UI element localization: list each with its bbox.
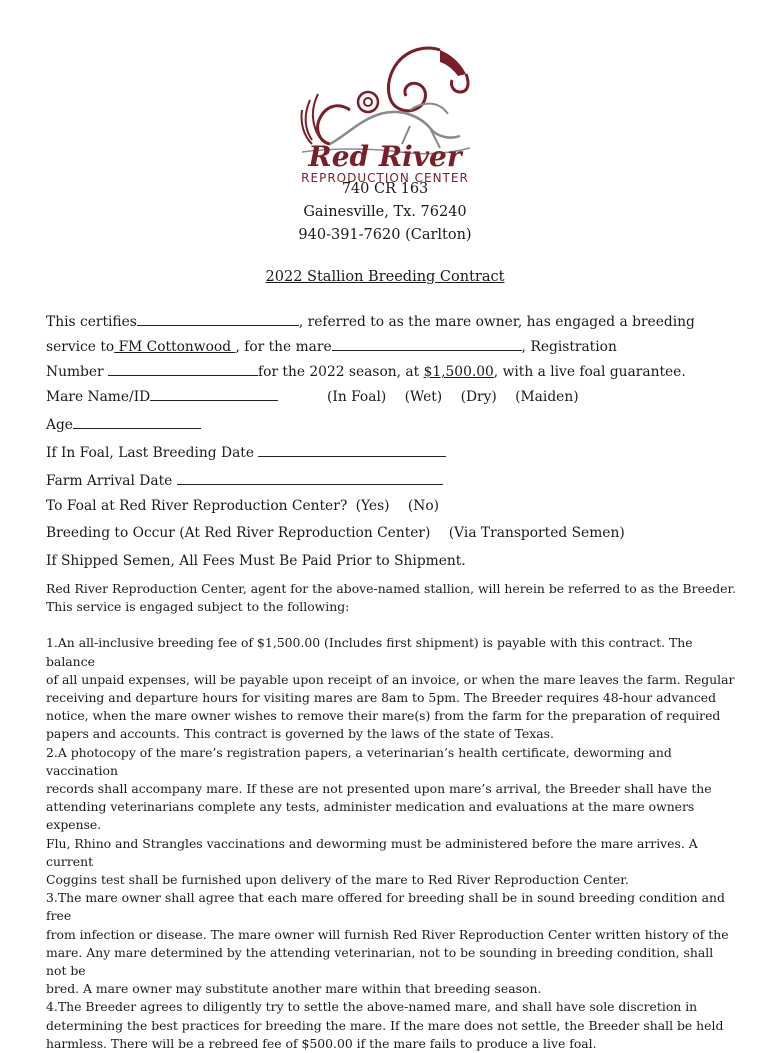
season-label: for the 2022 season, at bbox=[258, 364, 424, 380]
arrival-label: Farm Arrival Date bbox=[46, 473, 177, 489]
number-label: Number bbox=[46, 364, 109, 380]
number-line bbox=[46, 361, 686, 380]
term-line: 2.A photocopy of the mare’s registration papers, a veterinarian’s health certificate, deworming and vaccination bbox=[46, 744, 672, 778]
option-dry[interactable]: (Dry) bbox=[460, 389, 497, 405]
foal-question-line bbox=[46, 498, 439, 514]
term-line: bred. A mare owner may substitute another mare within that breeding season. bbox=[46, 981, 542, 997]
registration-number-field[interactable] bbox=[108, 361, 258, 376]
option-maiden[interactable]: (Maiden) bbox=[515, 389, 579, 405]
term-line: determining the best practices for breeding the mare. If the mare does not settle, the Breeder shall be held bbox=[46, 1017, 724, 1033]
breeding-question: Breeding to Occur bbox=[46, 525, 175, 541]
arrival-field[interactable] bbox=[177, 470, 443, 485]
terms-section bbox=[46, 580, 736, 1053]
logo-sub-text: Reproduction Center bbox=[301, 171, 469, 185]
breeding-onsite-option[interactable]: (At Red River Reproduction Center) bbox=[179, 525, 431, 541]
term-line: receiving and departure hours for visiting mares are 8am to 5pm. The Breeder requires 48-hour advanced bbox=[46, 690, 717, 706]
registration-label: , Registration bbox=[521, 339, 617, 355]
stallion-name[interactable]: FM Cottonwood bbox=[114, 339, 236, 355]
breeding-location-line bbox=[46, 525, 625, 541]
certifies-line bbox=[46, 311, 695, 330]
breeding-fee: $1,500.00 bbox=[423, 364, 494, 380]
age-label: Age bbox=[46, 417, 73, 433]
last-breeding-field[interactable] bbox=[258, 442, 446, 457]
service-label: service to bbox=[46, 339, 115, 355]
term-line: of all unpaid expenses, will be payable upon receipt of an invoice, or when the mare leaves the farm. Regular bbox=[46, 671, 735, 687]
arrival-line bbox=[46, 470, 443, 489]
address-line2: Gainesville, Tx. 76240 bbox=[303, 204, 467, 220]
intro-line: Red River Reproduction Center, agent for the above-named stallion, will herein be referred to as the Breeder. bbox=[46, 581, 737, 596]
certifies-label: This certifies bbox=[46, 314, 137, 330]
term-line: records shall accompany mare. If these are not presented upon mare’s arrival, the Breeder shall have the bbox=[46, 781, 712, 797]
term-line: Flu, Rhino and Strangles vaccinations and deworming must be administered before the mare arrives. A current bbox=[46, 835, 698, 869]
service-line bbox=[46, 336, 617, 355]
option-in-foal[interactable]: (In Foal) bbox=[327, 389, 387, 405]
logo-brand-text: Red River bbox=[308, 140, 462, 173]
mare-name-line bbox=[46, 386, 579, 405]
mare-name-label: Mare Name/ID bbox=[46, 389, 151, 405]
shipped-notice: If Shipped Semen, All Fees Must Be Paid Prior to Shipment. bbox=[46, 553, 466, 569]
breeding-shipped-option[interactable]: (Via Transported Semen) bbox=[448, 525, 625, 541]
term-line: from infection or disease. The mare owner will furnish Red River Reproduction Center written history of the bbox=[46, 926, 729, 942]
contract-title: 2022 Stallion Breeding Contract bbox=[265, 269, 505, 285]
red-river-logo bbox=[290, 40, 480, 185]
term-line: harmless. There will be a rebreed fee of $500.00 if the mare fails to produce a live foal. bbox=[46, 1035, 597, 1051]
term-line: notice, when the mare owner wishes to remove their mare(s) from the farm for the preparation of required bbox=[46, 708, 721, 724]
foal-no-option[interactable]: (No) bbox=[407, 498, 440, 514]
term-line: 4.The Breeder agrees to diligently try to settle the above-named mare, and shall have sole discretion in bbox=[46, 999, 698, 1015]
term-line: mare. Any mare determined by the attending veterinarian, not to be sounding in breeding condition, shall not be bbox=[46, 944, 714, 979]
guarantee-text: , with a live foal guarantee. bbox=[493, 364, 686, 380]
mare-owner-field[interactable] bbox=[137, 311, 299, 326]
term-line: attending veterinarians complete any tests, administer medication and evaluations at the mare owners expense. bbox=[46, 799, 695, 833]
mare-label: , for the mare bbox=[235, 339, 332, 355]
foal-yes-option[interactable]: (Yes) bbox=[355, 498, 390, 514]
term-line: Coggins test shall be furnished upon delivery of the mare to Red River Reproduction Center. bbox=[46, 872, 629, 888]
foal-question: To Foal at Red River Reproduction Center? bbox=[46, 498, 348, 514]
term-line: 3.The mare owner shall agree that each mare offered for breeding shall be in sound breeding condition and free bbox=[46, 890, 725, 924]
horse-logo-icon bbox=[290, 40, 480, 185]
mare-field[interactable] bbox=[332, 336, 522, 351]
last-breeding-line bbox=[46, 442, 446, 461]
option-wet[interactable]: (Wet) bbox=[404, 389, 443, 405]
intro-line: This service is engaged subject to the following: bbox=[46, 599, 350, 615]
address-phone: 940-391-7620 (Carlton) bbox=[298, 227, 472, 243]
address-line1: 740 CR 163 bbox=[341, 181, 429, 197]
age-line bbox=[46, 414, 201, 433]
term-line: papers and accounts. This contract is governed by the laws of the state of Texas. bbox=[46, 726, 554, 742]
certifies-rest: , referred to as the mare owner, has engaged a breeding bbox=[298, 314, 695, 330]
term-line: 1.An all-inclusive breeding fee of $1,500.00 (Includes first shipment) is payable with this contract. The balance bbox=[46, 635, 693, 669]
age-field[interactable] bbox=[73, 414, 201, 429]
mare-name-field[interactable] bbox=[150, 386, 278, 401]
last-breeding-label: If In Foal, Last Breeding Date bbox=[46, 445, 259, 461]
